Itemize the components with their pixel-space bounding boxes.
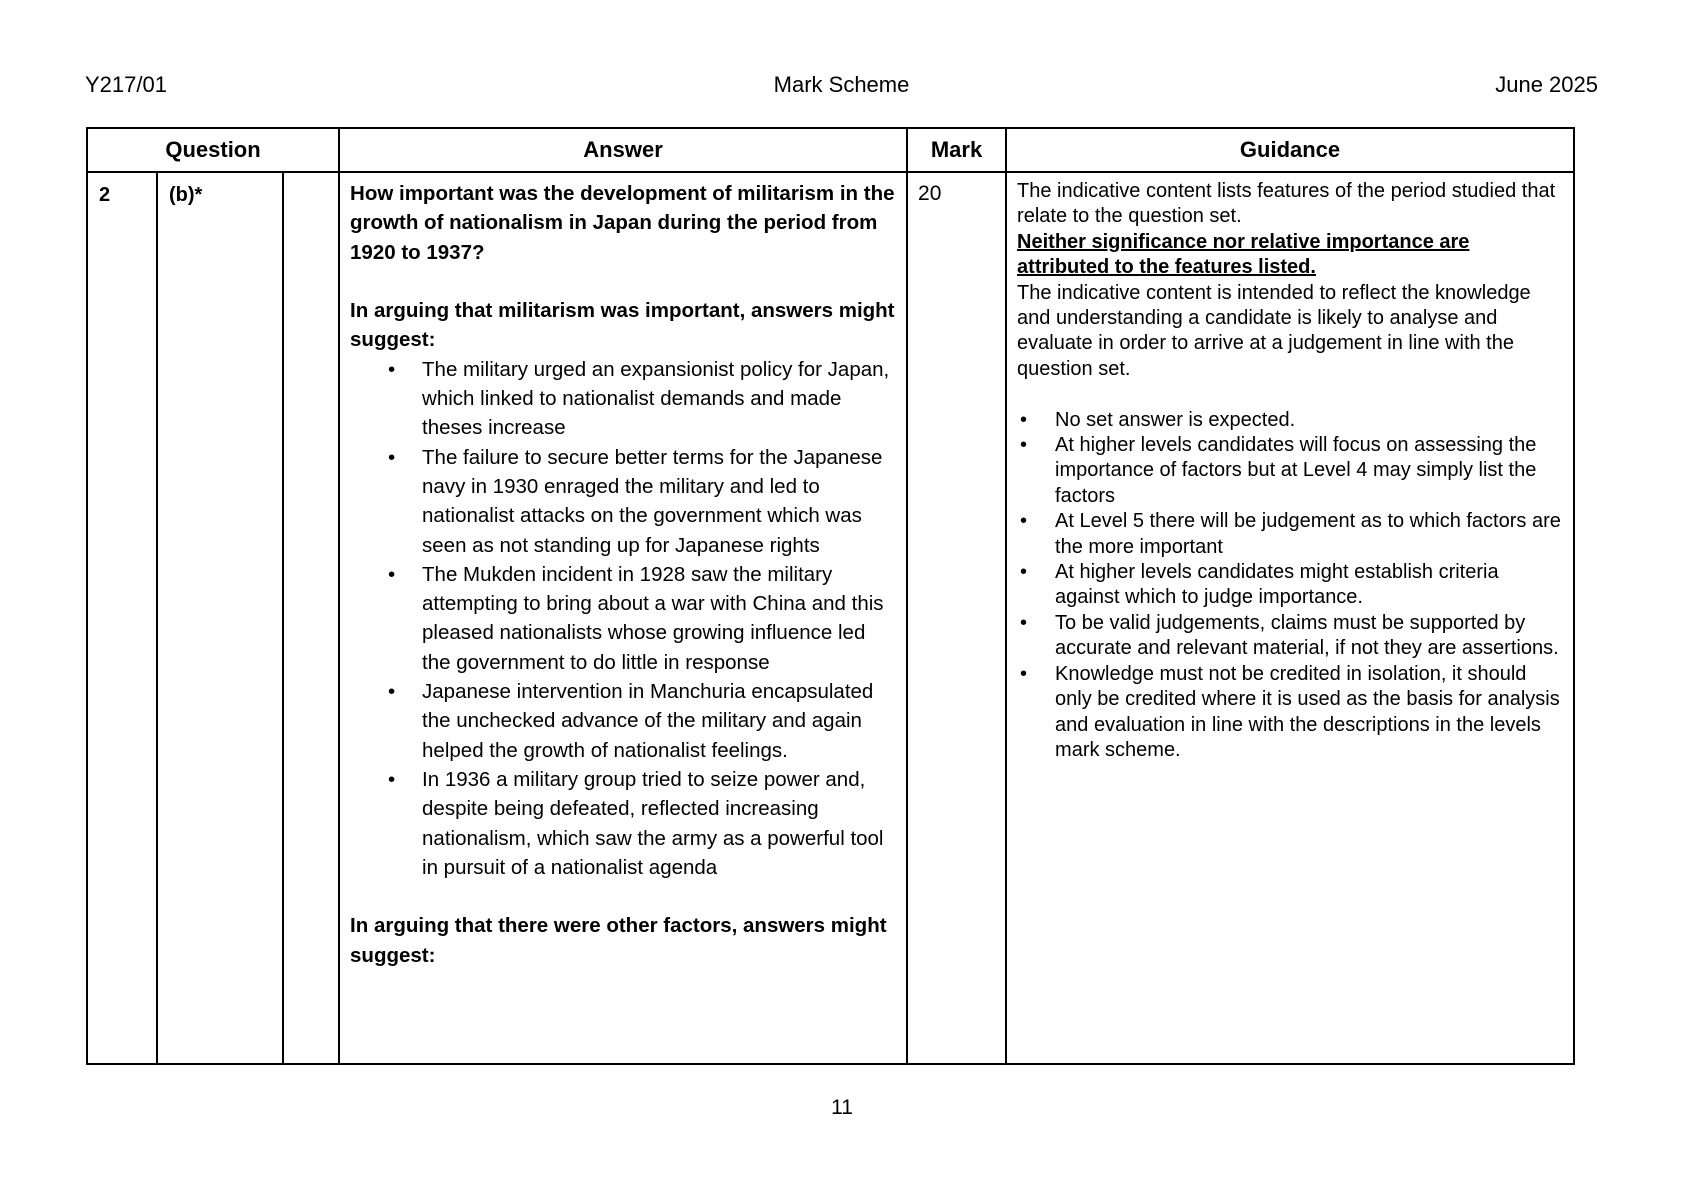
bullet-icon: •: [388, 562, 396, 586]
list-item: • The military urged an expansionist policy for Japan, which linked to nationalist demands and made theses increase: [350, 355, 896, 443]
column-header-guidance: Guidance: [1006, 128, 1574, 172]
question-subpart: [283, 172, 339, 1064]
list-item: • To be valid judgements, claims must be supported by accurate and relevant material, if not they are assertions.: [1020, 611, 1559, 660]
paper-code: Y217/01: [85, 72, 167, 97]
exam-date: June 2025: [1495, 72, 1598, 97]
bullet-icon: •: [1020, 611, 1028, 634]
guidance-cell: [1006, 172, 1574, 1064]
document-title: Mark Scheme: [773, 72, 910, 97]
column-header-question: Question: [87, 128, 339, 172]
list-item: • In 1936 a military group tried to seize power and, despite being defeated, reflected increasing nationalism, which saw the army as a powerful tool in pursuit of a nationalist agenda: [350, 765, 896, 882]
bullet-icon: •: [388, 357, 396, 381]
table-header-row: [87, 128, 1574, 172]
list-item: • No set answer is expected.: [1017, 408, 1563, 433]
bullet-icon: •: [1020, 662, 1028, 685]
list-item: • At higher levels candidates will focus on assessing the importance of factors but at Level 4 may simply list the factors: [1020, 434, 1537, 507]
table-row: [87, 172, 1574, 1064]
question-part: (b)*: [157, 172, 283, 1064]
list-item: • At higher levels candidates might establish criteria against which to judge importance.: [1020, 561, 1499, 609]
list-item: • The failure to secure better terms for the Japanese navy in 1930 enraged the military and led to nationalist attacks on the government which was seen as not standing up for Japanese rights: [350, 443, 896, 560]
guidance-intro-2: The indicative content is intended to reflect the knowledge and understanding a candidate is likely to analyse and evaluate in order to arrive at a judgement in line with the question set.: [1017, 281, 1531, 380]
bullet-icon: •: [388, 680, 396, 704]
bullet-icon: •: [388, 767, 396, 791]
section-heading-other-factors: In arguing that there were other factors, answers might suggest:: [350, 914, 887, 967]
guidance-intro: The indicative content lists features of the period studied that relate to the question set.: [1017, 180, 1556, 228]
section-heading-militarism: In arguing that militarism was important, answers might suggest:: [350, 299, 895, 352]
list-item: • Japanese intervention in Manchuria encapsulated the unchecked advance of the military and again helped the growth of nationalist feelings.: [350, 677, 896, 765]
page-header: [85, 72, 1598, 100]
list-item: • Knowledge must not be credited in isolation, it should only be credited where it is used as the basis for analysis and evaluation in line with the descriptions in the levels mark scheme.: [1020, 662, 1560, 761]
column-header-answer: Answer: [339, 128, 907, 172]
question-number: 2: [87, 172, 157, 1064]
bullet-icon: •: [388, 445, 396, 469]
bullet-icon: •: [1020, 561, 1028, 584]
mark-value: 20: [907, 172, 1006, 1064]
column-header-mark: Mark: [907, 128, 1006, 172]
question-text: How important was the development of militarism in the growth of nationalism in Japan during the period from 1920 to 1937?: [350, 182, 895, 264]
bullet-icon: •: [1020, 408, 1028, 431]
guidance-points-list: [1017, 408, 1563, 764]
bullet-icon: •: [1020, 434, 1028, 457]
page-number: 11: [831, 1096, 853, 1119]
militarism-points-list: [350, 355, 896, 882]
list-item: • The Mukden incident in 1928 saw the military attempting to bring about a war with China and this pleased nationalists whose growing influence led the government to do little in response: [350, 560, 896, 677]
answer-cell: [339, 172, 907, 1064]
bullet-icon: •: [1020, 510, 1028, 533]
mark-scheme-table: [86, 127, 1575, 1065]
guidance-emphasis: Neither significance nor relative importance are attributed to the features listed.: [1017, 230, 1470, 279]
list-item: • At Level 5 there will be judgement as to which factors are the more important: [1020, 510, 1561, 558]
